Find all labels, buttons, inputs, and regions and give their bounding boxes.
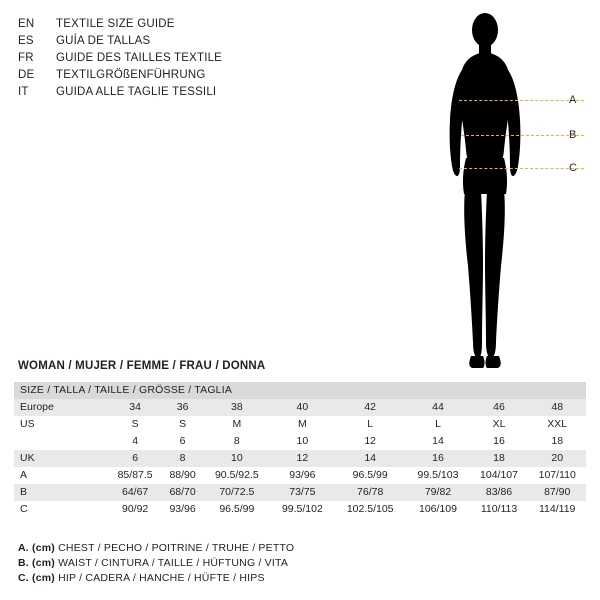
cell: 46 [470, 399, 529, 416]
row-label: C [14, 501, 108, 518]
language-row [18, 33, 338, 50]
cell: 14 [334, 450, 406, 467]
cell: 6 [162, 433, 203, 450]
legend-key: A. (cm) [18, 542, 55, 554]
measure-label-b: B [569, 129, 577, 141]
measure-line-c [459, 168, 584, 169]
table-row [14, 433, 586, 450]
cell: 104/107 [470, 467, 529, 484]
row-label [14, 433, 108, 450]
language-row [18, 16, 338, 33]
cell: 18 [528, 433, 586, 450]
body-figure [435, 8, 595, 378]
table-caption: WOMAN / MUJER / FEMME / FRAU / DONNA [18, 360, 266, 372]
cell: 85/87.5 [108, 467, 162, 484]
row-label: Europe [14, 399, 108, 416]
legend [18, 541, 578, 586]
cell: 20 [528, 450, 586, 467]
cell: 6 [108, 450, 162, 467]
language-text: GUIDA ALLE TAGLIE TESSILI [56, 86, 217, 98]
language-code: EN [18, 18, 35, 30]
legend-key: B. (cm) [18, 557, 55, 569]
cell: L [334, 416, 406, 433]
cell: 38 [203, 399, 271, 416]
cell: 18 [470, 450, 529, 467]
cell: 114/119 [528, 501, 586, 518]
measure-line-b [461, 135, 584, 136]
row-label: UK [14, 450, 108, 467]
language-row [18, 84, 338, 101]
cell: 12 [271, 450, 334, 467]
table-row [14, 484, 586, 501]
cell: 14 [406, 433, 469, 450]
language-text: GUIDE DES TAILLES TEXTILE [56, 52, 223, 64]
female-silhouette-icon [435, 8, 595, 378]
cell: 87/90 [528, 484, 586, 501]
language-text: GUÍA DE TALLAS [56, 35, 151, 47]
language-code: IT [18, 86, 29, 98]
cell: M [203, 416, 271, 433]
cell: 110/113 [470, 501, 529, 518]
cell: 36 [162, 399, 203, 416]
legend-key: C. (cm) [18, 572, 55, 584]
cell: 10 [203, 450, 271, 467]
language-row [18, 50, 338, 67]
cell: 70/72.5 [203, 484, 271, 501]
cell: 40 [271, 399, 334, 416]
legend-text: HIP / CADERA / HANCHE / HÜFTE / HIPS [58, 572, 265, 584]
cell: 12 [334, 433, 406, 450]
language-code: ES [18, 35, 34, 47]
language-list [18, 16, 338, 101]
cell: S [162, 416, 203, 433]
cell: 10 [271, 433, 334, 450]
language-text: TEXTILE SIZE GUIDE [56, 18, 175, 30]
legend-text: CHEST / PECHO / POITRINE / TRUHE / PETTO [58, 542, 295, 554]
cell: 16 [470, 433, 529, 450]
measure-label-c: C [569, 162, 577, 174]
row-label: US [14, 416, 108, 433]
language-text: TEXTILGRÖßENFÜHRUNG [56, 69, 206, 81]
cell: 102.5/105 [334, 501, 406, 518]
row-label: B [14, 484, 108, 501]
cell: 90.5/92.5 [203, 467, 271, 484]
cell: 8 [162, 450, 203, 467]
table-row [14, 501, 586, 518]
table-row [14, 416, 586, 433]
legend-item [18, 556, 578, 571]
table-row [14, 450, 586, 467]
measure-line-a [459, 100, 584, 101]
cell: 34 [108, 399, 162, 416]
cell: 79/82 [406, 484, 469, 501]
cell: 99.5/103 [406, 467, 469, 484]
cell: 44 [406, 399, 469, 416]
cell: 76/78 [334, 484, 406, 501]
cell: 83/86 [470, 484, 529, 501]
cell: 64/67 [108, 484, 162, 501]
cell: 96.5/99 [334, 467, 406, 484]
cell: 88/90 [162, 467, 203, 484]
cell: 73/75 [271, 484, 334, 501]
cell: 4 [108, 433, 162, 450]
cell: 42 [334, 399, 406, 416]
language-row [18, 67, 338, 84]
cell: 16 [406, 450, 469, 467]
cell: XXL [528, 416, 586, 433]
cell: L [406, 416, 469, 433]
cell: 107/110 [528, 467, 586, 484]
cell: S [108, 416, 162, 433]
cell: 99.5/102 [271, 501, 334, 518]
table-row [14, 467, 586, 484]
cell: 8 [203, 433, 271, 450]
cell: 68/70 [162, 484, 203, 501]
cell: 96.5/99 [203, 501, 271, 518]
cell: 106/109 [406, 501, 469, 518]
measure-label-a: A [569, 94, 577, 106]
legend-text: WAIST / CINTURA / TAILLE / HÜFTUNG / VITA [58, 557, 289, 569]
legend-item [18, 541, 578, 556]
cell: 93/96 [271, 467, 334, 484]
legend-item [18, 571, 578, 586]
table-header-row [14, 382, 586, 399]
cell: 90/92 [108, 501, 162, 518]
size-table [14, 382, 586, 518]
language-code: DE [18, 69, 35, 81]
cell: M [271, 416, 334, 433]
table-row [14, 399, 586, 416]
cell: 93/96 [162, 501, 203, 518]
row-label: A [14, 467, 108, 484]
table-header-label: SIZE / TALLA / TAILLE / GRÖSSE / TAGLIA [14, 382, 586, 399]
cell: 48 [528, 399, 586, 416]
language-code: FR [18, 52, 34, 64]
cell: XL [470, 416, 529, 433]
